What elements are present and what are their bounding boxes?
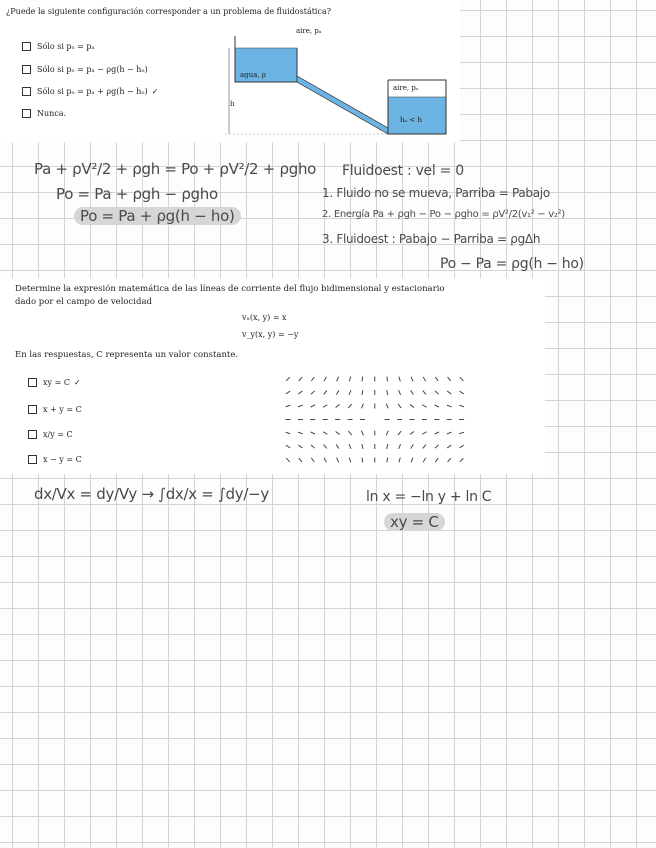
option-label: Sólo si pₒ = pₐ + ρg(h − hₒ) — [37, 87, 148, 96]
velocity-arrow — [399, 458, 400, 463]
question-2-line-2: dado por el campo de velocidad — [15, 297, 152, 307]
velocity-arrow — [423, 391, 426, 395]
note-po-expanded: Po = Pa + ρgh − ρgho — [56, 185, 218, 203]
velocity-arrow — [423, 377, 425, 381]
h-label: h — [230, 100, 235, 108]
option-label: x/y = C — [43, 430, 73, 439]
velocity-arrow — [299, 377, 302, 381]
velocity-arrow — [337, 377, 339, 382]
velocity-arrow — [399, 377, 400, 382]
option-label: Nunca. — [37, 109, 67, 118]
velocity-arrow — [336, 444, 339, 448]
note-final-answer: xy = C — [384, 513, 445, 531]
velocity-arrow — [286, 445, 290, 448]
velocity-arrow — [460, 445, 464, 448]
checkbox[interactable] — [28, 430, 37, 439]
velocity-eq-y: v_y(x, y) = −y — [242, 330, 299, 339]
velocity-arrow — [448, 377, 451, 381]
velocity-arrow — [324, 458, 326, 462]
velocity-arrow — [448, 458, 451, 462]
right-air-label: aire, pₒ — [393, 84, 419, 92]
velocity-arrow — [311, 377, 314, 381]
velocity-arrow — [286, 432, 291, 434]
velocity-arrow — [349, 458, 350, 463]
velocity-arrow — [435, 445, 439, 448]
velocity-arrow — [435, 377, 438, 381]
velocity-arrow — [286, 391, 290, 394]
velocity-arrow — [336, 404, 340, 407]
q2-option-2[interactable] — [28, 405, 86, 414]
velocity-arrow — [411, 377, 413, 382]
velocity-arrow — [298, 445, 302, 448]
velocity-arrow — [298, 391, 302, 394]
velocity-arrow — [435, 432, 440, 434]
checkbox[interactable] — [28, 405, 37, 414]
velocity-arrow — [324, 445, 327, 449]
velocity-arrow — [311, 445, 315, 448]
velocity-arrow — [386, 404, 388, 409]
velocity-arrow — [324, 377, 326, 381]
velocity-arrow — [411, 390, 414, 394]
note-step-3: 3. Fluidoest : Pabajo − Parriba = ρgΔh — [322, 232, 541, 246]
velocity-field-plot — [280, 373, 470, 468]
connecting-pipe — [297, 76, 388, 134]
note-po-result: Po = Pa + ρg(h − ho) — [74, 207, 241, 225]
velocity-arrow — [361, 404, 363, 409]
option-label: x + y = C — [43, 405, 82, 414]
velocity-arrow — [299, 458, 302, 462]
velocity-arrow — [459, 432, 464, 434]
q1-option-3[interactable] — [22, 87, 158, 96]
velocity-arrow — [447, 405, 452, 407]
velocity-arrow — [460, 377, 464, 381]
top-air-label: aire, pₐ — [296, 27, 322, 35]
velocity-arrow — [435, 405, 440, 407]
velocity-arrow — [398, 404, 401, 408]
velocity-arrow — [460, 458, 464, 462]
velocity-arrow — [336, 390, 339, 394]
velocity-arrow — [362, 458, 363, 463]
velocity-arrow — [447, 391, 451, 394]
constant-note: En las respuestas, C representa un valor constante. — [15, 350, 239, 360]
checkbox[interactable] — [28, 378, 37, 387]
velocity-arrow — [311, 458, 314, 462]
velocity-arrow — [349, 444, 351, 449]
velocity-arrow — [362, 390, 363, 395]
option-label: xy = C — [43, 378, 70, 387]
note-bernoulli: Pa + ρV²/2 + ρgh = Po + ρV²/2 + ρgho — [34, 160, 317, 178]
q2-option-1[interactable] — [28, 378, 81, 387]
velocity-arrow — [362, 377, 363, 382]
velocity-arrow — [387, 377, 388, 382]
velocity-arrow — [411, 444, 414, 448]
q2-option-4[interactable] — [28, 455, 86, 464]
velocity-arrow — [399, 390, 401, 395]
velocity-arrow — [337, 458, 339, 463]
question-1-text: ¿Puede la siguiente configuración corresponder a un problema de fluidostática? — [6, 7, 332, 16]
note-step-2: 2. Energía Pa + ρgh − Po − ρgho = ρV²/2(v₁² − v₂²) — [322, 209, 565, 220]
velocity-arrow — [286, 377, 290, 381]
velocity-arrow — [298, 405, 303, 407]
note-fluidoest: Fluidoest : vel = 0 — [342, 163, 464, 179]
velocity-arrow — [336, 431, 340, 434]
velocity-arrow — [387, 444, 388, 449]
velocity-arrow — [447, 432, 452, 434]
note-log-result: ln x = −ln y + ln C — [366, 489, 492, 505]
q1-option-2[interactable] — [22, 65, 152, 74]
question-2-block — [0, 278, 545, 474]
velocity-arrow — [286, 458, 290, 462]
checkbox[interactable] — [22, 42, 31, 51]
velocity-arrow — [349, 377, 350, 382]
velocity-arrow — [423, 445, 426, 449]
velocity-arrow — [410, 431, 414, 434]
checkbox[interactable] — [22, 87, 31, 96]
velocity-arrow — [459, 405, 464, 407]
h0-label: hₒ < h — [400, 116, 423, 124]
velocity-arrow — [422, 432, 426, 435]
velocity-arrow — [362, 444, 363, 449]
velocity-arrow — [286, 405, 291, 407]
velocity-arrow — [387, 390, 388, 395]
velocity-arrow — [311, 391, 315, 394]
velocity-arrow — [460, 391, 464, 394]
question-2-line-1: Determine la expresión matemática de las líneas de corriente del flujo bidimensional y estacionario — [15, 284, 445, 294]
checkbox[interactable] — [22, 65, 31, 74]
note-step-1: 1. Fluido no se mueva, Parriba = Pabajo — [322, 186, 550, 200]
note-step-3-result: Po − Pa = ρg(h − ho) — [440, 256, 584, 272]
velocity-arrow — [348, 404, 351, 408]
velocity-arrow — [323, 405, 327, 408]
checkbox[interactable] — [28, 455, 37, 464]
velocity-arrow — [447, 445, 451, 448]
velocity-arrow — [311, 405, 316, 407]
velocity-arrow — [324, 391, 327, 395]
velocity-arrow — [435, 391, 439, 394]
velocity-arrow — [323, 432, 327, 435]
velocity-arrow — [399, 444, 401, 449]
velocity-arrow — [311, 432, 316, 434]
check-mark: ✓ — [151, 87, 159, 96]
velocity-arrow — [348, 431, 351, 435]
check-mark: ✓ — [73, 378, 81, 387]
question-1-block — [0, 0, 460, 142]
velocity-arrow — [423, 458, 425, 462]
velocity-arrow — [386, 431, 388, 436]
velocity-arrow — [361, 431, 363, 436]
q2-option-3[interactable] — [28, 430, 77, 439]
checkbox[interactable] — [22, 109, 31, 118]
velocity-arrow — [410, 404, 414, 407]
velocity-arrow — [298, 432, 303, 434]
option-label: Sólo si pₒ = pₐ — [37, 42, 95, 51]
velocity-arrow — [435, 458, 438, 462]
q1-option-4[interactable] — [22, 109, 70, 118]
velocity-arrow — [422, 405, 426, 408]
velocity-arrow — [398, 431, 401, 435]
option-label: Sólo si pₒ = pₐ − ρg(h − hₒ) — [37, 65, 148, 74]
option-label: x − y = C — [43, 455, 82, 464]
velocity-eq-x: vₓ(x, y) = x — [242, 313, 287, 322]
q1-option-1[interactable] — [22, 42, 99, 51]
note-streamline-integral: dx/Vx = dy/Vy → ∫dx/x = ∫dy/−y — [34, 485, 269, 503]
velocity-arrow — [411, 458, 413, 463]
velocity-arrow — [387, 458, 388, 463]
water-label: agua, ρ — [240, 71, 266, 79]
velocity-arrow — [349, 390, 351, 395]
